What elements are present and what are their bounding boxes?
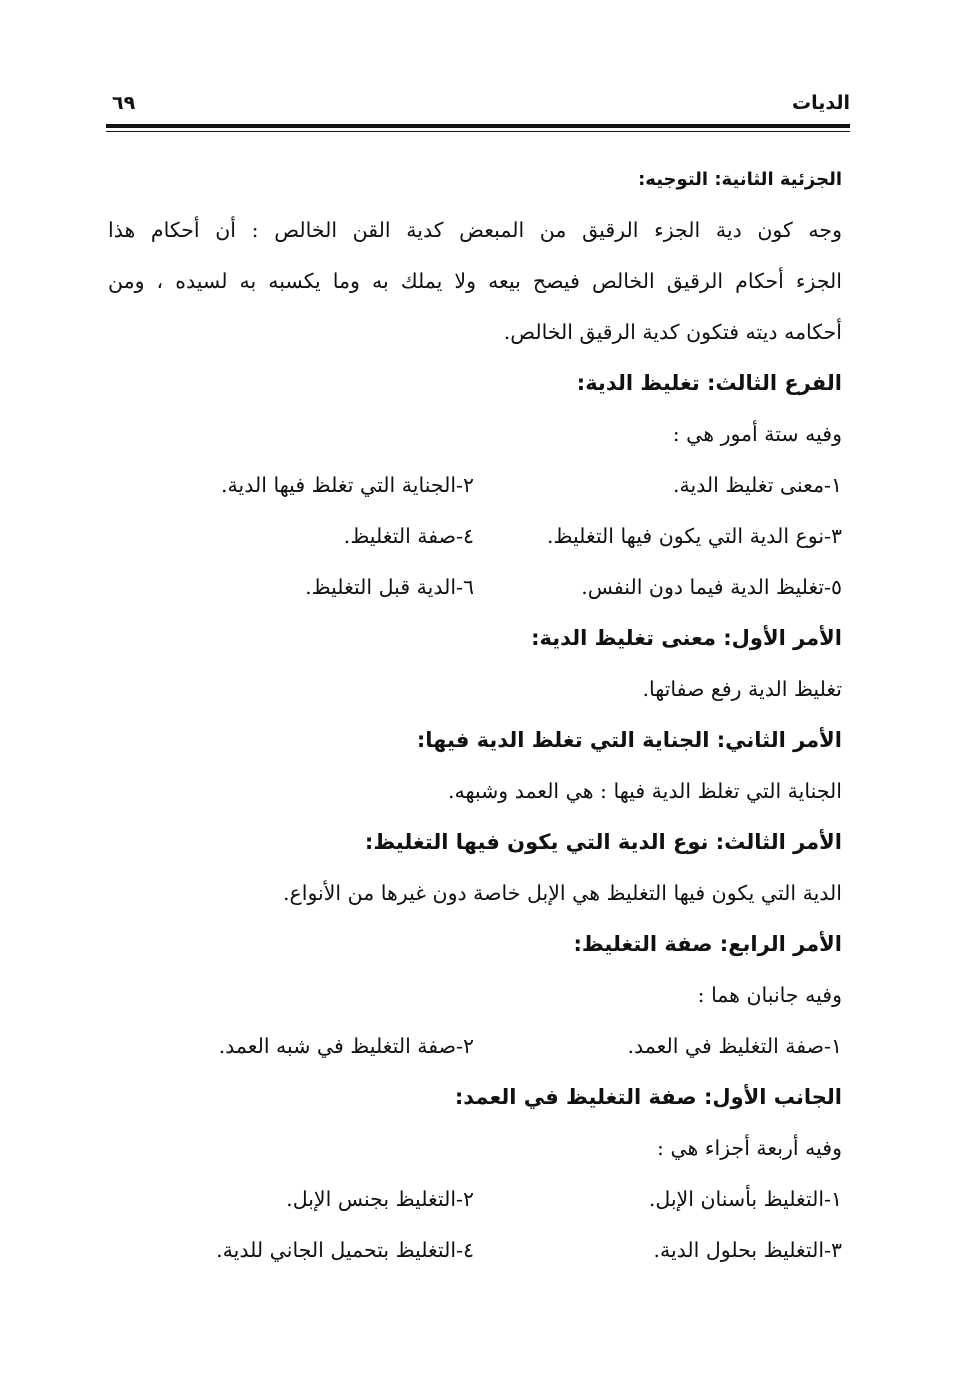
paragraph-line: وفيه أربعة أجزاء هي : [657,1136,842,1160]
list-item: ١-التغليظ بأسنان الإبل. [648,1187,842,1211]
running-header [112,90,850,116]
section-heading: الأمر الثالث: نوع الدية التي يكون فيها التغليظ: [364,830,842,854]
section-heading: الأمر الأول: معنى تغليظ الدية: [531,626,842,650]
paragraph-line: وفيه ستة أمور هي : [672,422,842,446]
list-item: ٢-الجناية التي تغلظ فيها الدية. [221,473,474,497]
list-row [108,1225,842,1276]
list-item: ٦-الدية قبل التغليظ. [305,575,474,599]
subsection-heading: الجزئية الثانية: التوجيه: [638,169,842,190]
section-heading: الفرع الثالث: تغليظ الدية: [576,371,842,395]
list-row [108,511,842,562]
section-heading: الأمر الرابع: صفة التغليظ: [573,932,842,956]
paragraph-line: الدية التي يكون فيها التغليظ هي الإبل خاصة دون غيرها من الأنواع. [283,881,842,905]
list-item: ٤-التغليظ بتحميل الجاني للدية. [216,1238,474,1262]
running-header-title: الديات [792,92,850,114]
section-heading: الأمر الثاني: الجناية التي تغلظ الدية فيها: [416,728,842,752]
page-body [108,154,842,1276]
paragraph-line: الجزء أحكام الرقيق الخالص فيصح بيعه ولا يملك به وما يكسبه به لسيده ، ومن [108,269,842,293]
list-item: ٣-التغليظ بحلول الدية. [653,1238,842,1262]
paragraph-line: تغليظ الدية رفع صفاتها. [642,677,842,701]
paragraph-line: الجناية التي تغلظ الدية فيها : هي العمد وشبهه. [447,779,842,803]
list-row [108,1174,842,1225]
list-item: ٤-صفة التغليظ. [343,524,474,548]
list-item: ٢-التغليظ بجنس الإبل. [286,1187,474,1211]
list-row [108,562,842,613]
list-item: ١-معنى تغليظ الدية. [672,473,842,497]
header-rule-thick [106,124,850,128]
list-item: ٣-نوع الدية التي يكون فيها التغليظ. [547,524,842,548]
section-heading: الجانب الأول: صفة التغليظ في العمد: [454,1085,842,1109]
list-row [108,1021,842,1072]
paragraph-line: وفيه جانبان هما : [697,983,842,1007]
list-row [108,460,842,511]
list-item: ٥-تغليظ الدية فيما دون النفس. [581,575,842,599]
list-item: ٢-صفة التغليظ في شبه العمد. [218,1034,474,1058]
page-number: ٦٩ [112,92,136,114]
header-rule-thin [106,131,850,132]
list-item: ١-صفة التغليظ في العمد. [627,1034,842,1058]
paragraph-line: وجه كون دية الجزء الرقيق من المبعض كدية القن الخالص : أن أحكام هذا [108,218,842,242]
paragraph-line: أحكامه ديته فتكون كدية الرقيق الخالص. [503,320,842,344]
